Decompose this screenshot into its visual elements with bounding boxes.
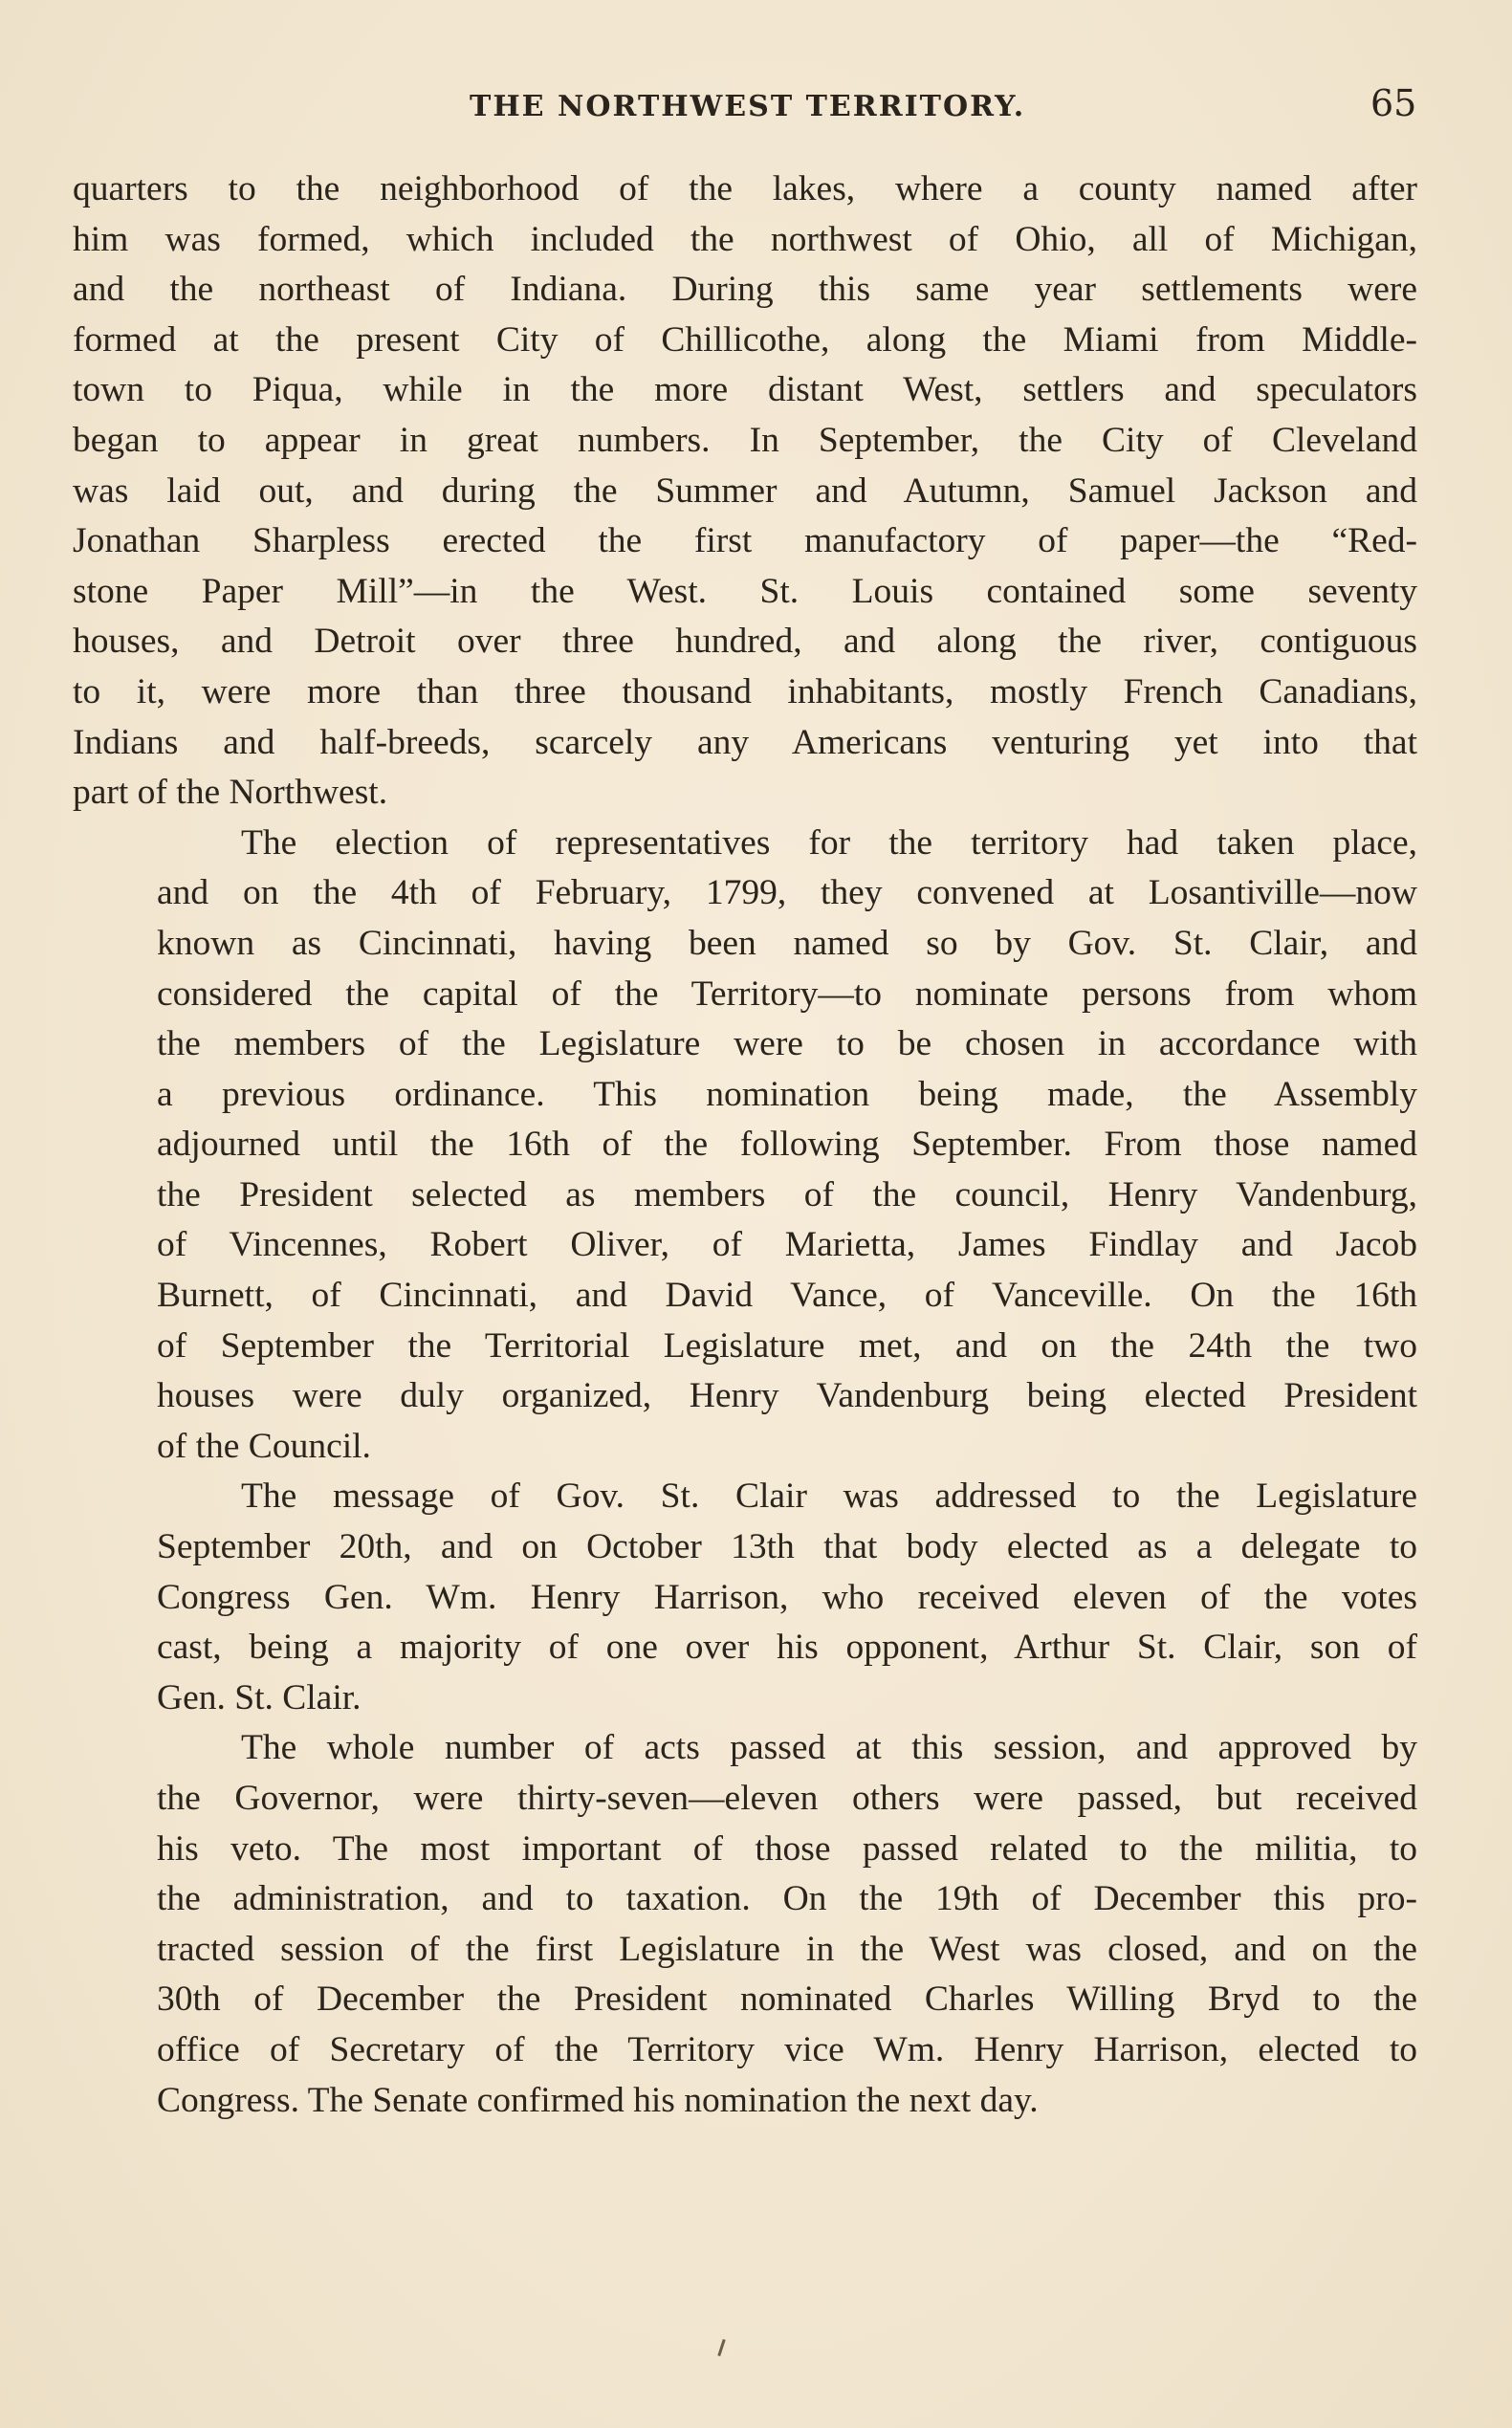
- text-line: Congress Gen. Wm. Henry Harrison, who received eleven of the votes: [157, 1577, 1417, 1617]
- text-line: his veto. The most important of those passed related to the militia, to: [157, 1828, 1417, 1869]
- text-line: town to Piqua, while in the more distant West, settlers and speculators: [73, 370, 1417, 410]
- text-line: a previous ordinance. This nomination being made, the Assembly: [157, 1074, 1417, 1114]
- paragraph-2: [73, 819, 1417, 1473]
- text-line: houses were duly organized, Henry Vandenburg being elected President: [157, 1376, 1417, 1416]
- text-line: was laid out, and during the Summer and Autumn, Samuel Jackson and: [73, 470, 1417, 511]
- text-line: office of Secretary of the Territory vice Wm. Henry Harrison, elected to: [157, 2029, 1417, 2069]
- text-line: The whole number of acts passed at this session, and approved by: [241, 1728, 1417, 1768]
- text-line: formed at the present City of Chillicothe, along the Miami from Middle-: [73, 319, 1417, 360]
- text-line: the President selected as members of the council, Henry Vandenburg,: [157, 1174, 1417, 1214]
- text-line: tracted session of the first Legislature in the West was closed, and on the: [157, 1929, 1417, 1969]
- paragraph-3: [73, 1472, 1417, 1723]
- text-line: of September the Territorial Legislature met, and on the 24th the two: [157, 1325, 1417, 1366]
- text-line: part of the Northwest.: [73, 773, 388, 813]
- page-number: 65: [1370, 82, 1417, 124]
- text-line: Indians and half-breeds, scarcely any Americans venturing yet into that: [73, 722, 1417, 762]
- text-line: Burnett, of Cincinnati, and David Vance, of Vanceville. On the 16th: [157, 1276, 1417, 1316]
- body-text: [73, 164, 1417, 2126]
- text-line: to it, were more than three thousand inhabitants, mostly French Canadians,: [73, 671, 1417, 711]
- text-line: cast, being a majority of one over his opponent, Arthur St. Clair, son of: [157, 1628, 1417, 1668]
- text-line: Gen. St. Clair.: [157, 1677, 362, 1717]
- text-line: stone Paper Mill”—in the West. St. Louis contained some seventy: [73, 571, 1417, 611]
- text-line: Congress. The Senate confirmed his nomination the next day.: [157, 2080, 1039, 2120]
- paragraph-1: [73, 164, 1417, 819]
- text-line: 30th of December the President nominated Charles Willing Bryd to the: [157, 1980, 1417, 2020]
- text-line: him was formed, which included the northwest of Ohio, all of Michigan,: [73, 219, 1417, 259]
- text-line: Jonathan Sharpless erected the first manufactory of paper—the “Red-: [73, 521, 1417, 561]
- text-line: of the Council.: [157, 1426, 371, 1466]
- text-line: considered the capital of the Territory—to nominate persons from whom: [157, 973, 1417, 1014]
- text-line: and on the 4th of February, 1799, they convened at Losantiville—now: [157, 873, 1417, 913]
- text-line: the members of the Legislature were to be chosen in accordance with: [157, 1024, 1417, 1064]
- text-line: September 20th, and on October 13th that body elected as a delegate to: [157, 1527, 1417, 1567]
- ink-speck: [717, 2339, 725, 2356]
- paragraph-4: [73, 1723, 1417, 2126]
- text-line: The election of representatives for the territory had taken place,: [241, 822, 1417, 863]
- text-line: of Vincennes, Robert Oliver, of Marietta, James Findlay and Jacob: [157, 1225, 1417, 1265]
- text-line: known as Cincinnati, having been named so by Gov. St. Clair, and: [157, 923, 1417, 963]
- text-line: The message of Gov. St. Clair was addressed to the Legislature: [241, 1476, 1417, 1517]
- text-line: and the northeast of Indiana. During this same year settlements were: [73, 270, 1417, 310]
- text-line: the Governor, were thirty-seven—eleven others were passed, but received: [157, 1779, 1417, 1818]
- text-line: adjourned until the 16th of the following September. From those named: [157, 1125, 1417, 1165]
- text-line: quarters to the neighborhood of the lakes, where a county named after: [73, 169, 1417, 208]
- running-head: [0, 82, 1512, 130]
- text-line: houses, and Detroit over three hundred, and along the river, contiguous: [73, 622, 1417, 662]
- text-line: began to appear in great numbers. In September, the City of Cleveland: [73, 420, 1417, 460]
- text-line: the administration, and to taxation. On the 19th of December this pro-: [157, 1879, 1417, 1919]
- running-title: THE NORTHWEST TERRITORY.: [470, 90, 1026, 123]
